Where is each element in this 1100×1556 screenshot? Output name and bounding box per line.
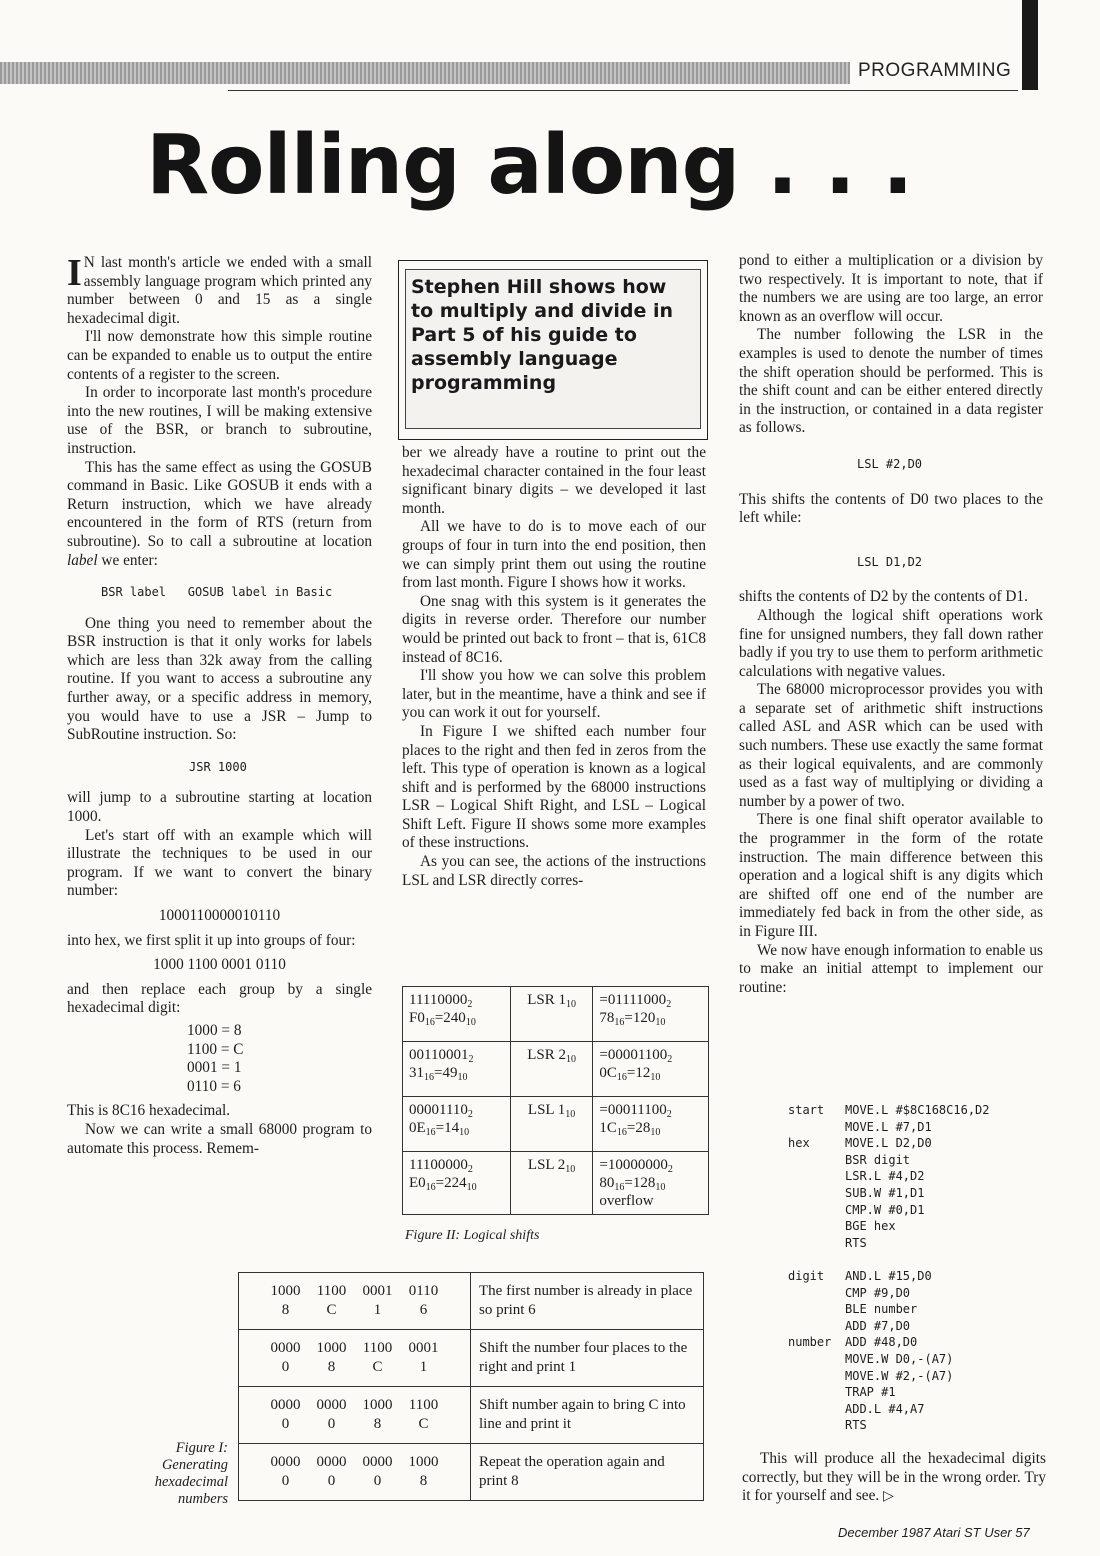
paragraph: As you can see, the actions of the instructions LSL and LSR directly corres- (402, 853, 706, 889)
description-cell: Shift the number four places to the right and print 1 (471, 1330, 704, 1387)
result-decimal: $=120_{10}$ (624, 1010, 666, 1028)
operation-cell (510, 1097, 593, 1152)
paragraph: and then replace each group by a single hexadecimal digit: (67, 980, 372, 1017)
paragraph: pond to either a multiplication or a division by two respectively. It is important to note, that if the numbers we are using are too large, an error known as an overflow will occur. (739, 252, 1043, 325)
bit-group: 1100 (408, 1397, 439, 1413)
result-value-cell (593, 1152, 709, 1215)
bit-group: 1100 (362, 1340, 393, 1356)
binary-groups: 1000 1100 0001 0110 (153, 956, 286, 974)
subscript: 2 (467, 1164, 473, 1175)
code-instruction: BGE hex (845, 1219, 896, 1234)
result-value-cell (593, 987, 709, 1042)
description-cell: Shift number again to bring C into line and print it (471, 1387, 704, 1444)
bit-group: 1000 (408, 1454, 439, 1470)
shift-count: $2_{10}$ (558, 1047, 576, 1065)
input-value-cell (403, 1152, 511, 1215)
figure-2-row (403, 1042, 709, 1097)
code-label (788, 1218, 845, 1235)
hex-digit: 0 (327, 1473, 336, 1489)
code-label (788, 1119, 845, 1136)
code-label (788, 1417, 845, 1434)
result-hex: $1C_{16}$ (599, 1120, 627, 1138)
paragraph: ber we already have a routine to print out the hexadecimal character contained in the four least significant binary digits – we developed it last month. (402, 444, 706, 517)
bit-group: 0001 (362, 1283, 393, 1299)
bit-group: 1000 (316, 1340, 347, 1356)
conversion-line: 1000 = 8 (187, 1021, 242, 1039)
subscript: 10 (465, 1017, 476, 1028)
code-line (788, 1152, 990, 1169)
code-line (788, 1368, 990, 1385)
description-cell: Repeat the operation again and print 8 (471, 1444, 704, 1501)
code-instruction: MOVE.L D2,D0 (845, 1136, 932, 1151)
code-line (788, 1285, 990, 1302)
code-instruction: ADD #7,D0 (845, 1318, 911, 1333)
figure-1-row (239, 1387, 704, 1444)
hex-digit: C (372, 1359, 383, 1375)
paragraph-text: we enter: (97, 551, 158, 569)
binary-value: $00001110_2$ (409, 1102, 473, 1120)
binary-value: $11100000_2$ (409, 1157, 473, 1175)
result-hex: $0C_{16}$ (599, 1065, 627, 1083)
bit-group: 0000 (316, 1397, 347, 1413)
code-line (788, 1168, 990, 1185)
subscript: 10 (655, 1182, 666, 1193)
code-instruction: CMP.W #0,D1 (845, 1202, 925, 1217)
code-instruction: ADD #48,D0 (845, 1335, 918, 1350)
paragraph: The number following the LSR in the examples is used to denote the number of times the shift operation should be performed. This is the shift count and can be either entered directly in the instruction, or contained in a data register as follows. (739, 326, 1043, 437)
result-hex: $80_{16}$ (599, 1175, 625, 1193)
bit-group: 1000 (362, 1397, 393, 1413)
code-label: digit (788, 1268, 825, 1283)
figure-2-caption: Figure II: Logical shifts (405, 1228, 540, 1243)
result-decimal: $=12_{10}$ (626, 1065, 661, 1083)
subscript: 2 (666, 999, 672, 1010)
bit-group: 0000 (270, 1397, 301, 1413)
bit-group: 0000 (270, 1340, 301, 1356)
code-line (788, 1301, 990, 1318)
code-instruction: MOVE.W D0,-(A7) (845, 1351, 954, 1366)
figure-2-table (402, 986, 709, 1215)
paragraph-text: This will produce all the hexadecimal digits correctly, but they will be in the wrong order. Try it for yourself and see. (742, 1450, 1046, 1505)
hex-digit: 8 (327, 1359, 336, 1375)
code-label (788, 1384, 845, 1401)
bit-groups-cell (239, 1444, 471, 1501)
code-line (788, 1417, 990, 1434)
hex-digit: 0 (281, 1416, 290, 1432)
figure-1-row (239, 1444, 704, 1501)
hex-digit: 0 (281, 1359, 290, 1375)
standfirst-box (398, 260, 708, 440)
article-column-3 (739, 252, 1043, 997)
subscript: 16 (614, 1182, 625, 1193)
subscript: 16 (616, 1127, 627, 1138)
bit-group: 1100 (316, 1283, 347, 1299)
code-label: hex (788, 1136, 810, 1151)
hex-decimal-value (409, 1120, 469, 1136)
subscript: 2 (467, 1109, 473, 1120)
bit-group: 0110 (408, 1283, 439, 1299)
operation-name: LSL (527, 1157, 558, 1173)
paragraph: will jump to a subroutine starting at location 1000. (67, 789, 372, 826)
subscript: 16 (424, 1017, 435, 1028)
code-line (788, 1202, 990, 1219)
code-label (788, 1185, 845, 1202)
subscript: 2 (468, 1054, 474, 1065)
bit-group: 1000 (270, 1283, 301, 1299)
hex-digit: 0 (281, 1473, 290, 1489)
paragraph (67, 459, 372, 571)
code-line (788, 1135, 990, 1152)
dropcap: I (67, 252, 82, 294)
shift-count: $1_{10}$ (557, 1102, 576, 1120)
figure-2-row (403, 987, 709, 1042)
binary-number: 1000110000010110 (158, 907, 281, 924)
code-line (788, 1119, 990, 1136)
hex-digit: 0 (327, 1416, 336, 1432)
code-label (788, 1301, 845, 1318)
paragraph: shifts the contents of D2 by the contents of D1. (739, 588, 1028, 606)
paragraph: There is one final shift operator available to the programmer in the form of the rotate instruction. The main difference between this operation and a logical shift is any digits which are shifted off one end of the number are immediately fed back in from the other side, as in Figure III. (739, 811, 1043, 940)
intro-paragraph (67, 254, 372, 328)
result-value-cell (593, 1042, 709, 1097)
paragraph: I'll show you how we can solve this problem later, but in the meantime, have a think and see if you can work it out for yourself. (402, 667, 706, 722)
paragraph-text: N last month's article we ended with a small assembly language program which printed any number between 0 and 15 as a single hexadecimal digit. (67, 254, 372, 327)
result-hex: $78_{16}$ (599, 1010, 625, 1028)
assembly-listing (788, 1102, 990, 1434)
code-text: BSR label (101, 585, 167, 600)
paragraph: Let's start off with an example which will illustrate the techniques to be used in our program. If we want to convert the binary number: (67, 826, 372, 900)
subscript: 2 (467, 999, 473, 1010)
bit-grid (247, 1339, 462, 1377)
article-column-2 (402, 444, 706, 890)
paragraph: All we have to do is to move each of our groups of four in turn into the end position, then we can simply print them out using the routine from last month. Figure I shows how it works. (402, 518, 706, 592)
conversion-line: 1100 = C (187, 1040, 244, 1058)
code-line (788, 1102, 990, 1119)
bit-group: 0000 (316, 1454, 347, 1470)
operation-name: LSR (527, 992, 559, 1008)
figure-2-row (403, 1152, 709, 1215)
conversion-list (187, 1022, 372, 1096)
subscript: 10 (650, 1072, 661, 1083)
bit-groups-cell (239, 1387, 471, 1444)
code-example-bsr (101, 584, 372, 601)
binary-value: $11110000_2$ (409, 992, 473, 1010)
code-instruction: CMP #9,D0 (845, 1285, 911, 1300)
result-decimal: $=128_{10}$ (624, 1175, 666, 1193)
hex-digit: 6 (419, 1302, 428, 1318)
bit-group: 0000 (362, 1454, 393, 1470)
code-instruction: RTS (845, 1235, 867, 1250)
paragraph: I'll now demonstrate how this simple routine can be expanded to enable us to output the entire contents of a register to the screen. (67, 328, 372, 383)
paragraph: One snag with this system is it generates the digits in reverse order. Therefore our number would be printed out back to front – that is, 61C8 instead of 8C16. (402, 592, 706, 666)
hex-digit: C (418, 1416, 429, 1432)
code-label (788, 1152, 845, 1169)
bit-group: 0001 (408, 1340, 439, 1356)
paragraph: This is 8C16 hexadecimal. (67, 1102, 231, 1120)
hex-value: $31_{16}$ (409, 1065, 434, 1083)
headline: Rolling along . . . (146, 118, 913, 213)
bit-groups-cell (239, 1273, 471, 1330)
result-hex-decimal (599, 1065, 660, 1081)
hex-digit: C (326, 1302, 337, 1318)
operation-cell (510, 987, 593, 1042)
bit-grid (247, 1453, 462, 1491)
subscript: 10 (655, 1017, 666, 1028)
subscript: 10 (565, 1109, 576, 1120)
paragraph: We now have enough information to enable us to make an initial attempt to implement our routine: (739, 941, 1043, 996)
code-label (788, 1168, 845, 1185)
binary-value: $00110001_2$ (409, 1047, 474, 1065)
result-binary: $=10000000_2$ (599, 1157, 673, 1175)
hex-digit: 8 (281, 1302, 290, 1318)
code-label (788, 1401, 845, 1418)
input-value-cell (403, 1097, 511, 1152)
conversion-line: 0110 = 6 (187, 1077, 241, 1095)
code-line (788, 1351, 990, 1368)
code-example-jsr: JSR 1000 (189, 759, 247, 774)
subscript: 10 (650, 1127, 661, 1138)
continue-triangle-icon: ▷ (883, 1488, 894, 1505)
code-label (788, 1351, 845, 1368)
code-line (788, 1185, 990, 1202)
code-comment: GOSUB label in Basic (187, 585, 333, 600)
paragraph: The 68000 microprocessor provides you with a separate set of arithmetic shift instructions called ASL and ASR which can be used with such numbers. These use exactly the same format as their logical equivalents, and are commonly used as a fast way of multiplying or dividing a number by a power of two. (739, 681, 1043, 810)
decimal-value: $=224_{10}$ (435, 1175, 477, 1193)
paragraph: into hex, we first split it up into groups of four: (67, 931, 356, 949)
page-edge-tab (1022, 0, 1038, 90)
operation-name: LSR (527, 1047, 559, 1063)
figure-1-table (238, 1272, 704, 1501)
code-line (788, 1384, 990, 1401)
result-hex-decimal (599, 1010, 665, 1026)
article-column-1 (67, 254, 372, 1158)
hex-digit: 0 (373, 1473, 382, 1489)
result-binary: $=00001100_2$ (599, 1047, 673, 1065)
code-line (788, 1334, 990, 1351)
subscript: 2 (667, 1054, 673, 1065)
subscript: 10 (565, 1164, 576, 1175)
decimal-value: $=49_{10}$ (434, 1065, 468, 1083)
code-label (788, 1368, 845, 1385)
input-value-cell (403, 1042, 511, 1097)
subscript: 10 (565, 999, 576, 1010)
emphasis: label (67, 551, 98, 569)
paragraph-text: This has the same effect as using the GOSUB command in Basic. Like GOSUB it ends with a Return instruction, which we have already encountered in the form of RTS (return from subroutine). So to call a subroutine at location (67, 458, 372, 550)
subscript: 16 (614, 1017, 625, 1028)
paragraph: In order to incorporate last month's procedure into the new routines, I will be making extensive use of the BSR, or branch to subroutine, instruction. (67, 384, 372, 457)
paragraph: This shifts the contents of D0 two places to the left while: (739, 490, 1043, 527)
figure-1-caption: Figure I: Generating hexadecimal numbers (154, 1440, 228, 1507)
hex-digit: 8 (373, 1416, 382, 1432)
subscript: 16 (424, 1072, 434, 1083)
figure-1-row (239, 1330, 704, 1387)
blank-line (788, 1251, 990, 1268)
header-bar (0, 62, 850, 84)
code-instruction: MOVE.L #7,D1 (845, 1119, 932, 1134)
code-label (788, 1285, 845, 1302)
standfirst-text: Stephen Hill shows how to multiply and divide in Part 5 of his guide to assembly language programming (411, 276, 674, 394)
overflow-note: overflow (599, 1193, 654, 1209)
subscript: 10 (457, 1072, 468, 1083)
code-line (788, 1318, 990, 1335)
bit-grid (247, 1282, 462, 1320)
code-label (788, 1235, 845, 1252)
hex-decimal-value (409, 1065, 467, 1081)
paragraph: In Figure I we shifted each number four places to the right and then fed in zeros from the left. This type of operation is known as a logical shift and is performed by the 68000 instructions LSR – Logical Shift Right, and LSL – Logical Shift Left. Figure II shows some more examples of these instructions. (402, 722, 706, 852)
code-instruction: BSR digit (845, 1152, 911, 1167)
header-rule (228, 90, 1018, 91)
paragraph: One thing you need to remember about the BSR instruction is that it only works for labels which are less than 32k away from the calling routine. If you want to access a subroutine any further away, or a specific address in memory, you would have to use a JSR – Jump to SubRoutine instruction. So: (67, 614, 372, 744)
bit-groups-cell (239, 1330, 471, 1387)
paragraph: Now we can write a small 68000 program to automate this process. Remem- (67, 1120, 372, 1157)
code-label (788, 1318, 845, 1335)
hex-digit: 1 (419, 1359, 428, 1375)
code-line (788, 1218, 990, 1235)
closing-paragraph (742, 1450, 1046, 1506)
hex-decimal-value (409, 1010, 476, 1026)
subscript: 2 (666, 1109, 672, 1120)
result-binary: $=00011100_2$ (599, 1102, 672, 1120)
code-instruction: ADD.L #4,A7 (845, 1401, 925, 1416)
code-instruction: MOVE.L #$8C168C16,D2 (845, 1103, 990, 1117)
result-binary: $=01111000_2$ (599, 992, 672, 1010)
subscript: 10 (459, 1127, 470, 1138)
hex-value: $E0_{16}$ (409, 1175, 436, 1193)
hex-decimal-value (409, 1175, 477, 1191)
subscript: 16 (425, 1182, 436, 1193)
hex-value: $0E_{16}$ (409, 1120, 436, 1138)
subscript: 2 (667, 1164, 673, 1175)
shift-count: $2_{10}$ (557, 1157, 576, 1175)
subscript: 10 (565, 1054, 576, 1065)
conversion-line: 0001 = 1 (187, 1059, 242, 1077)
subscript: 16 (616, 1072, 627, 1083)
description-cell: The first number is already in place so print 6 (471, 1273, 704, 1330)
input-value-cell (403, 987, 511, 1042)
operation-cell (510, 1042, 593, 1097)
code-example-lsl-immediate: LSL #2,D0 (857, 456, 923, 471)
hex-digit: 8 (419, 1473, 428, 1489)
code-instruction: TRAP #1 (845, 1385, 896, 1400)
shift-count: $1_{10}$ (558, 992, 576, 1010)
hex-value: $F0_{16}$ (409, 1010, 435, 1028)
code-line (788, 1401, 990, 1418)
code-line (788, 1235, 990, 1252)
paragraph: Although the logical shift operations work fine for unsigned numbers, they fall down rather badly if you try to use them to perform arithmetic calculations with negative values. (739, 606, 1043, 680)
code-label (788, 1202, 845, 1219)
bit-group: 0000 (270, 1454, 301, 1470)
page-footer: December 1987 Atari ST User 57 (838, 1525, 1030, 1540)
section-label: PROGRAMMING (858, 60, 1012, 81)
code-label: start (788, 1103, 825, 1117)
code-instruction: SUB.W #1,D1 (845, 1185, 925, 1200)
code-label: number (788, 1335, 832, 1350)
bit-grid (247, 1396, 462, 1434)
code-instruction: MOVE.W #2,-(A7) (845, 1368, 954, 1383)
result-value-cell (593, 1097, 709, 1152)
code-instruction: RTS (845, 1418, 867, 1433)
code-example-lsl-register: LSL D1,D2 (857, 554, 923, 569)
operation-cell (510, 1152, 593, 1215)
code-instruction: AND.L #15,D0 (845, 1268, 932, 1283)
decimal-value: $=240_{10}$ (434, 1010, 476, 1028)
result-decimal: $=28_{10}$ (626, 1120, 661, 1138)
code-instruction: BLE number (845, 1302, 918, 1317)
code-instruction: LSR.L #4,D2 (845, 1169, 925, 1184)
subscript: 16 (425, 1127, 436, 1138)
hex-digit: 1 (373, 1302, 382, 1318)
result-hex-decimal (599, 1120, 660, 1136)
figure-2-row (403, 1097, 709, 1152)
subscript: 10 (466, 1182, 477, 1193)
figure-1-row (239, 1273, 704, 1330)
decimal-value: $=14_{10}$ (435, 1120, 470, 1138)
result-hex-decimal (599, 1175, 665, 1191)
operation-name: LSL (527, 1102, 558, 1118)
code-line (788, 1268, 990, 1285)
